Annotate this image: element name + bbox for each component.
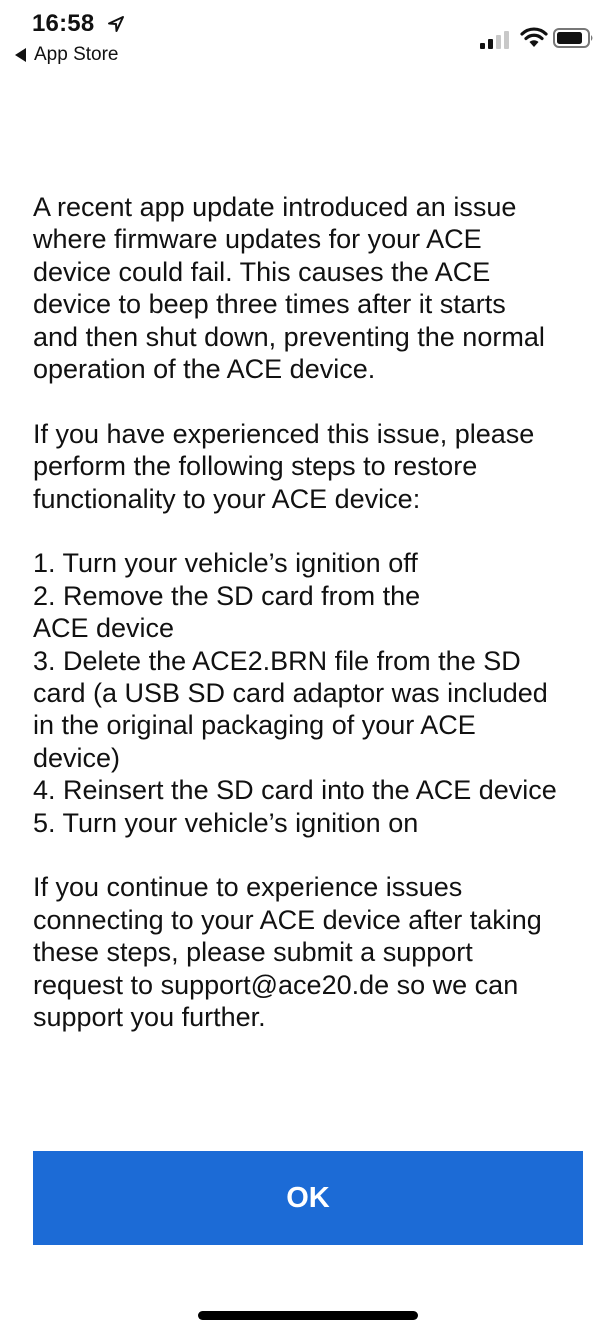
battery-icon (553, 26, 595, 50)
location-arrow-icon (106, 14, 126, 34)
steps-list: 1. Turn your vehicle’s ignition off 2. Remove the SD card from the ACE device 3. Delete the ACE2.BRN file from the SD card (a USB SD card adaptor was included in the original packaging of your ACE device) 4. Reinsert the SD card into the ACE device 5. Turn your vehicle’s ignition on (33, 548, 557, 838)
status-bar (0, 0, 616, 80)
home-indicator[interactable] (198, 1311, 418, 1320)
instructions-intro: If you have experienced this issue, please perform the following steps to restore functionality to your ACE device: (33, 418, 535, 514)
ok-button[interactable]: OK (33, 1151, 583, 1245)
support-note: If you continue to experience issues connecting to your ACE device after taking these steps, please submit a support request to support@ace20.de so we can support you further. (33, 872, 542, 1033)
issue-description: A recent app update introduced an issue where firmware updates for your ACE device could fail. This causes the ACE device to beep three times after it starts and then shut down, preventing the normal operation of the ACE device. (33, 192, 545, 385)
back-triangle-icon (14, 47, 28, 63)
wifi-icon (520, 26, 548, 48)
back-app-label: App Store (34, 44, 119, 65)
status-time: 16:58 (32, 10, 95, 37)
cellular-signal-icon (480, 30, 514, 50)
back-to-app-store[interactable] (14, 44, 119, 66)
message-body (33, 191, 593, 1034)
